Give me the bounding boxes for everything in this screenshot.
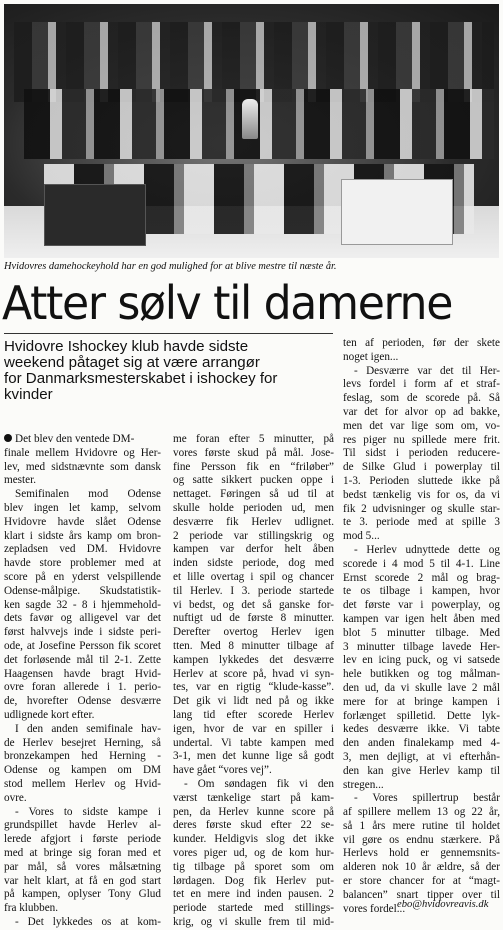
lead-paragraph [4,339,336,403]
article-line-text: det forløsende mål til 2-1. Zette [4,653,161,666]
article-line [15,433,134,445]
article-line [343,613,500,627]
article-line-text: det første var i powerplay, og [343,599,500,612]
article-line [343,558,500,572]
article-line [4,461,161,475]
article-line [343,668,500,682]
article-line [343,544,500,558]
article-line-text: tes, var en rigtig “klude-kasse”. [173,681,334,694]
article-line-text: lev, med sidstnævnte som dansk [4,460,161,473]
article-line [343,447,500,461]
article-line-text: Herlevs hold er gennemsnits- [343,847,500,860]
article-line-text: hele butikken og tog målman- [343,668,500,681]
article-line-text: ten af perioden, før der skete [343,337,500,349]
article-line [173,474,334,488]
article-line [343,572,500,586]
article-line [343,751,500,765]
article-line [343,599,500,613]
article-line-text: mere for at bringe kampen i [343,695,500,708]
article-line-text: ovre. [4,791,27,804]
article-line-text: pen, da Herlev kunne score på [173,805,334,818]
article-line [4,668,161,682]
article-line [4,640,161,654]
article-line [4,847,161,861]
article-line [343,641,500,655]
article-line [4,806,161,820]
article-line [4,764,161,778]
article-line-text: - Om søndagen fik vi den [184,777,334,790]
article-line-text: krig, og vi skulle frem til mid- [173,915,334,928]
lead-line: Hvidovre Ishockey klub havde sidste [4,338,249,355]
article-line-text: I den anden semifinale hav- [15,722,161,735]
article-line [173,819,334,833]
article-line-text: Hvidovre havde slået Odense [4,515,161,528]
article-line-text: Ernst scorede 2 mål og brag- [343,571,500,584]
article-line-text: inden sidste periode, dog med [173,557,334,570]
article-line [4,833,161,847]
article-line [4,447,161,461]
article-line [173,502,334,516]
article-line-text: Herlev at score på, hvad vi syn- [173,667,334,680]
article-column-1 [4,433,161,930]
article-line-text: levs fordel i form af et straf- [343,378,500,391]
article-column-3 [343,337,500,916]
article-line-text: den anden finalekamp med 4- [343,737,500,750]
headline: Atter sølv til damerne [2,276,453,330]
article-line-text: te 3. periode med at spille 3 [343,516,500,529]
article-line [4,543,161,557]
article-line [343,765,500,779]
article-line-text: blot 5 minutter tilbage. Med [343,626,500,639]
article-line-text: den ud, da vi skulle lave 2 mål [343,681,500,694]
article-line-text: Derefter overtog Herlev igen [173,626,334,639]
article-line [4,557,161,571]
article-line [173,888,334,902]
article-line-text: og satte sikkert pucken oppe i [173,474,334,487]
article-line-text: de Silke Glud i powerplay til [343,461,500,474]
article-line [4,599,161,613]
article-line-text: stregen... [343,778,384,791]
article-line-text: balancen” snart tipper over til [343,888,500,901]
article-line [343,392,500,406]
article-line-text: finale mellem Hvidovre og Her- [4,446,161,459]
article-line [343,516,500,530]
article-line [173,612,334,626]
article-line [173,640,334,654]
article-line [173,530,334,544]
article-line-text: lørdagen. Dog fik Herlev put- [173,874,334,887]
trophy-icon [242,99,258,139]
article-line-text: kampen var derfor helt åben [173,543,334,556]
article-line [173,750,334,764]
article-line [173,833,334,847]
article-line [343,792,500,806]
article-line [343,627,500,641]
article-line-text: fine Persson fik en “friløber” [173,460,334,473]
article-line [173,433,334,447]
article-line [343,682,500,696]
article-line-text: te os tilbage i kampen, hvor [343,585,500,598]
article-line [343,696,500,710]
article-line-text: zepladsen ved DM. Hvidovre [4,543,161,556]
article-line-text: desværre fik Herlev udlignet. [173,515,334,528]
article-line [4,792,161,806]
article-line [173,599,334,613]
article-line-text: vi bedst, og det så ganske for- [173,598,334,611]
article-line-text: lerede afgjort i første periode [4,833,161,846]
article-line-text: bronzekampen hed Herning - [4,750,161,763]
article-line [4,654,161,668]
article-line [343,806,500,820]
article-line [4,861,161,875]
article-line-text: mod 5... [343,530,380,543]
article-line-text: først halvvejs inde i sidste peri- [4,626,161,639]
article-line-text: lev en icing puck, og vi satsede [343,654,500,667]
article-line-text: - Desværre var det til Her- [354,364,500,377]
article-line-text: ken sagde 32 - 8 i hjemmehold- [4,598,161,611]
article-line [173,543,334,557]
article-line-text: - Vores spillertrup består [354,792,500,805]
article-line [343,461,500,475]
article-line [4,502,161,516]
article-line [343,530,500,544]
article-line [173,723,334,737]
article-line [173,447,334,461]
article-line [343,723,500,737]
article-line [173,916,334,930]
article-line-text: var det for alvor op ad bakke, [343,405,500,418]
article-line-text: Haagensen havde bragt Hvid- [4,667,161,680]
article-line-text: Til sidst i perioden reducere- [343,447,500,460]
lead-line: for Danmarksmesterskabet i ishockey for [4,370,278,387]
article-line [173,681,334,695]
team-photo [4,4,499,258]
article-column-2 [173,433,334,930]
article-line-text: 1-3. Perioden sluttede ikke på [343,474,500,487]
article-line-text: vil gøre os endnu stærkere. På [343,833,500,846]
article-line [4,530,161,544]
article-line-text: skulle holde perioden ud, men [173,501,334,514]
article-line-text: res piger nu spillede mere frit. [343,433,500,446]
article-line [4,737,161,751]
article-line-text: bedst tænkelig vis for os, da vi [343,488,500,501]
article-line-text: de, hvorefter Odense desværre [4,695,161,708]
article-line-text: igen, hvor de var en spiller i [173,722,334,735]
photo-caption: Hvidovres damehockeyhold har en god mulighed for at blive mestre til næste år. [4,261,337,272]
article-line-text: men det var lige som om, vo- [343,419,500,432]
article-line [4,488,161,502]
byline-email: ebo@hvidovreavis.dk [397,899,489,910]
article-line-text: tet en mere ind inden pausen. 2 [173,888,334,901]
bullet-icon [4,434,12,442]
article-line-text: ovre foran allerede i 1. perio- [4,681,161,694]
article-line [173,861,334,875]
article-line [343,875,500,889]
article-line-text: Semifinalen mod Odense [15,488,161,501]
article-line-text: lang tid efter scorede Herlev [173,708,334,721]
article-line-text: score på en yderst velspillende [4,570,161,583]
article-line [173,778,334,792]
article-line [4,709,161,723]
article-line-text: Det blev den ventede DM- [15,433,135,445]
article-line-text: feslag, som de scorede på. Så [343,392,500,405]
article-line-text: - Det lykkedes os at kom- [15,915,161,928]
article-line [173,737,334,751]
article-line [343,420,500,434]
article-line-text: alderen nok 10 år ældre, så der [343,861,500,874]
article-line-text: stod mellem Herlev og Hvid- [4,777,161,790]
article-line-text: 2 periode var stillingskrig og [173,529,334,542]
article-line-text: mester. [4,474,36,487]
article-line-text: udlignede kort efter. [4,708,95,721]
article-line-text: havde store problemer med at [4,557,161,570]
article-line [343,847,500,861]
article-line [173,668,334,682]
article-line [4,516,161,530]
article-line [173,461,334,475]
article-line-text: af spillere mellem 13 og 22 år, [343,806,500,819]
article-line [173,764,334,778]
article-line-text: 3, men dejligt, at vi efterhån- [343,750,500,763]
article-line-text: Odense og kampen om DM [4,764,161,777]
article-line [343,351,500,365]
article-line-text: værst tænkelige start på kam- [173,791,334,804]
article-line-text: til Herlev. I 3. periode startede [173,584,334,597]
article-line-text: den kan give Herlev kamp til [343,764,500,777]
article-line [4,626,161,640]
article-line-text: tten. Med 8 minutter tilbage af [173,639,334,652]
article-line-text: have gået “vores vej”. [173,764,272,777]
article-line [4,819,161,833]
article-line [173,875,334,889]
article-line-text: noget igen... [343,350,399,363]
article-line [173,902,334,916]
article-line-text: fra klubben. [4,902,59,915]
article-line-text: deres første skud efter 22 se- [173,819,334,832]
article-line-text: Det gik vi lidt ned på og ikke [173,695,334,708]
article-line [343,710,500,724]
article-line-text: tig tilbage på sporet som om [173,860,334,873]
article-line [173,557,334,571]
article-line [343,737,500,751]
article-line-text: nuftigt ud de første 8 minutter. [173,612,334,625]
article-line [173,626,334,640]
article-line [4,888,161,902]
article-line [343,434,500,448]
article-line-text: me foran efter 5 minutter, på [173,433,334,445]
article-line-text: vores fordel... [343,902,406,915]
article-line-text: dets favør og alligevel var det [4,612,161,625]
article-line-text: klart i sidste års kamp om bron- [4,529,161,542]
article-line [4,723,161,737]
article-line [343,861,500,875]
article-line [4,681,161,695]
article-line-text: er store chancer for at “magt- [343,875,500,888]
article-line [343,503,500,517]
article-line [173,488,334,502]
article-line [4,585,161,599]
article-line [343,834,500,848]
article-line [173,792,334,806]
article-line-text: fik 2 udvisninger og skulle star- [343,502,500,515]
article-line [4,695,161,709]
article-line [4,474,161,488]
article-line [343,779,500,793]
article-line-text: - Herlev udnyttede dette og [354,543,500,556]
article-line [343,489,500,503]
article-line-text: de Herlev besejret Herning, så [4,736,161,749]
article-line-text: så 1 års mere rutine til holdet [343,819,500,832]
article-line-text: var helt klart, at få en god start [4,874,161,887]
article-line [4,750,161,764]
article-line [4,778,161,792]
article-line [173,709,334,723]
article-line-text: et lille overtag i spil og chancer [173,570,334,583]
photo-middle-row [24,89,494,159]
article-line [4,916,161,930]
article-line [4,612,161,626]
article-line-text: 3-1, men det kunne lige så godt [173,750,334,763]
article-line [173,847,334,861]
photo-goalie-pad-left [44,184,146,246]
article-line-text: scorede i 4 mod 5 til 4-1. Line [343,557,500,570]
article-line [173,516,334,530]
article-line-text: periode startede med stillings- [173,902,334,915]
article-line-text: ode, at Josefine Persson fik scoret [4,639,161,652]
article-line-text: forlænget spilletid. Dette lyk- [343,709,500,722]
article-line-text: 3 minutter tilbage lavede Her- [343,640,500,653]
article-line-text: nettaget. Føringen så ud til at [173,488,334,501]
article-line [343,654,500,668]
article-line-text: grundspillet havde Herlev al- [4,819,161,832]
article-line-text: med at bringe sig foran med et [4,846,161,859]
article-line-text: kampen var igen helt åben med [343,612,500,625]
article-line [173,585,334,599]
article-line [4,571,161,585]
article-line [4,902,161,916]
headline-divider [4,333,333,334]
article-line-text: vores piger ud, og de kom hur- [173,846,334,859]
article-line [343,365,500,379]
lead-line: kvinder [4,386,53,403]
article-line [343,585,500,599]
article-line [343,337,500,351]
article-line-text: undertal. Vi tabte kampen med [173,736,334,749]
article-line-text: blev ingen let kamp, selvom [4,501,161,514]
article-line-text: kunder. Heldigvis slog det ikke [173,833,334,846]
article-line [343,406,500,420]
article-line [343,378,500,392]
article-line [173,806,334,820]
lead-line: weekend påtaget sig at være arrangør [4,354,260,371]
article-line-text: kedes desværre ikke. Vi tabte [343,723,500,736]
article-line-text: par mål, så vores målsætning [4,860,161,873]
article-line-text: kampen lykkedes det desværre [173,653,334,666]
article-line [4,875,161,889]
article-line [173,654,334,668]
article-line [173,571,334,585]
article-line [343,475,500,489]
article-line [173,695,334,709]
article-line-text: Odense-målpige. Skudstatistik- [4,584,161,597]
article-line-text: vores første skud på mål. Jose- [173,446,334,459]
photo-goalie-pad-right [341,179,453,245]
article-line [343,820,500,834]
article-line-text: på kampen, oplyser Tony Glud [4,888,161,901]
article-line-text: - Vores to sidste kampe i [15,805,161,818]
